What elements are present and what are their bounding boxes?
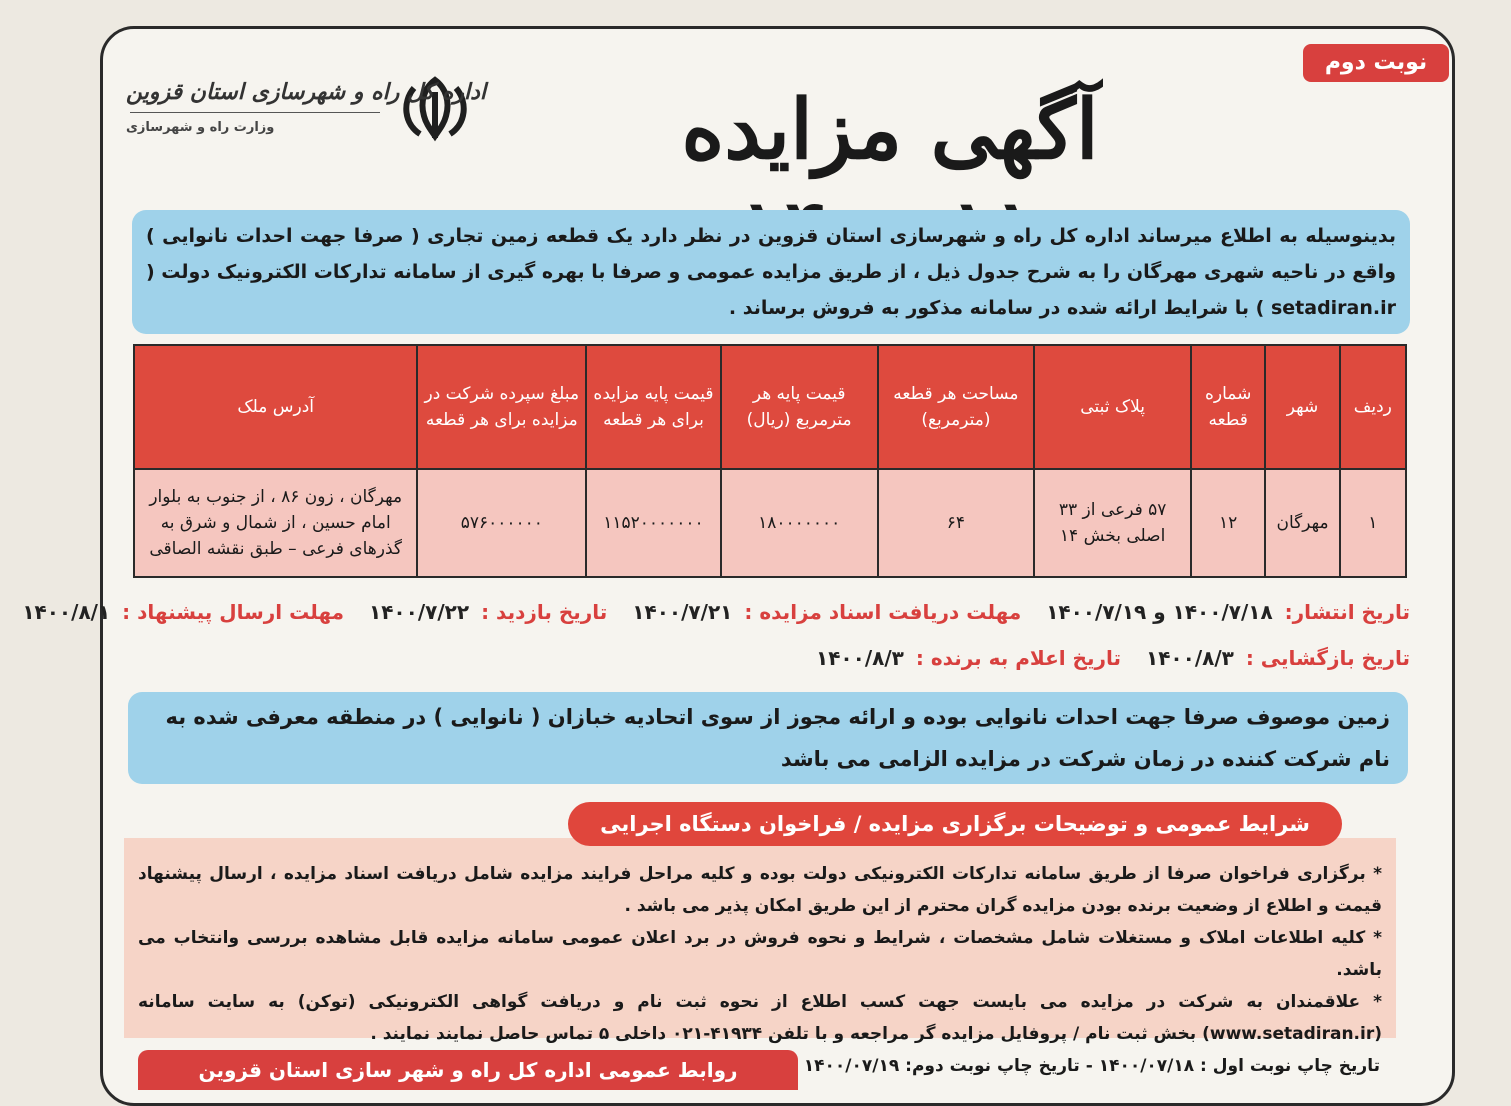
table-header-row [134,345,1406,469]
winner-date-label: تاریخ اعلام به برنده : [915,646,1122,670]
condition-item: * علاقمندان به شرکت در مزایده می بایست جهت کسب اطلاع از نحوه ثبت نام و دریافت گواهی الکترونیکی (توکن) به سایت سامانه (www.setadiran.ir) بخش ثبت نام / پروفایل مزایده گر مراجعه و با تلفن ۴۱۹۳۴-۰۲۱ داخلی ۵ تماس حاصل نمایند نمایند . [138,992,1382,1044]
conditions-box [124,838,1396,1044]
header-registration-plate: پلاک ثبتی [1034,345,1191,469]
bakery-notice: زمین موصوف صرفا جهت احدات نانوایی بوده و ارائه مجوز از سوی اتحادیه خبازان ( نانوایی ) در منطقه معرفی شده به نام شرکت کننده در زمان شرکت در مزایده الزامی می باشد [128,692,1408,784]
winner-date-value: ۱۴۰۰/۸/۳ [816,646,904,670]
dates-line-1 [22,600,1410,624]
table-row [134,469,1406,577]
header-city: شهر [1265,345,1339,469]
publish-date-value: ۱۴۰۰/۷/۱۸ و ۱۴۰۰/۷/۱۹ [1046,600,1273,624]
opening-date-value: ۱۴۰۰/۸/۳ [1145,646,1234,670]
public-relations-banner: روابط عمومی اداره کل راه و شهر سازی استان قزوین [138,1050,798,1090]
org-divider [130,112,380,113]
condition-item: * کلیه اطلاعات املاک و مستغلات شامل مشخصات ، شرایط و نحوه فروش در برد اعلان عمومی سامانه مزایده قابل مشاهده بررسی وانتخاب می باشد. [138,928,1382,980]
condition-item: * برگزاری فراخوان صرفا از طریق سامانه تدارکات الکترونیکی دولت بوده و کلیه مراحل فرایند مزایده شامل دریافت اسناد مزایده ، ارسال پیشنهاد قیمت و اطلاع از وضعیت برنده بودن مزایده گران محترم از این طریق امکان پذیر می باشد . [138,864,1382,916]
header-deposit: مبلغ سپرده شرکت در مزایده برای هر قطعه [417,345,586,469]
org-name: اداره کل راه و شهرسازی استان قزوین [126,80,487,105]
cell-deposit: ۵۷۶۰۰۰۰۰۰ [417,469,586,577]
cell-row-number: ۱ [1340,469,1406,577]
offer-deadline-label: مهلت ارسال پیشنهاد : [122,600,345,624]
round-badge: نوبت دوم [1303,44,1449,82]
visit-date-value: ۱۴۰۰/۷/۲۲ [369,600,470,624]
cell-price-per-sqm: ۱۸۰۰۰۰۰۰۰ [721,469,878,577]
header-area: مساحت هر قطعه (مترمربع) [878,345,1035,469]
cell-lot-number: ۱۲ [1191,469,1265,577]
page-title: آگهی مزایده [681,82,1099,178]
opening-date-label: تاریخ بازگشایی : [1245,646,1410,670]
header-price-per-sqm: قیمت پایه هر مترمربع (ریال) [721,345,878,469]
visit-date-label: تاریخ بازدید : [481,600,608,624]
header-row-number: ردیف [1340,345,1406,469]
ministry-name: وزارت راه و شهرسازی [126,120,275,135]
dates-line-2 [120,646,1410,670]
header-base-price: قیمت پایه مزایده برای هر قطعه [586,345,721,469]
docs-deadline-label: مهلت دریافت اسناد مزایده : [744,600,1022,624]
docs-deadline-value: ۱۴۰۰/۷/۲۱ [632,600,733,624]
header-lot-number: شماره قطعه [1191,345,1265,469]
cell-base-price: ۱۱۵۲۰۰۰۰۰۰۰ [586,469,721,577]
intro-paragraph: بدینوسیله به اطلاع میرساند اداره کل راه و شهرسازی استان قزوین در نظر دارد یک قطعه زمین تجاری ( صرفا جهت احدات نانوایی ) واقع در ناحیه شهری مهرگان را به شرح جدول ذیل ، از طریق مزایده عمومی و صرفا با بهره گیری از سامانه تدارکات الکترونیک دولت ( setadiran.ir ) با شرایط ارائه شده در سامانه مذکور به فروش برساند . [132,210,1410,334]
print-dates: تاریخ چاپ نوبت اول : ۱۴۰۰/۰۷/۱۸ - تاریخ چاپ نوبت دوم: ۱۴۰۰/۰۷/۱۹ [803,1056,1380,1076]
offer-deadline-value: ۱۴۰۰/۸/۱ [22,600,111,624]
publish-date-label: تاریخ انتشار: [1284,600,1410,624]
cell-address: مهرگان ، زون ۸۶ ، از جنوب به بلوار امام حسین ، از شمال و شرق به گذرهای فرعی – طبق نقشه الصاقی [134,469,417,577]
header-address: آدرس ملک [134,345,417,469]
conditions-title: شرایط عمومی و توضیحات برگزاری مزایده / فراخوان دستگاه اجرایی [568,802,1342,846]
cell-city: مهرگان [1265,469,1339,577]
cell-registration-plate: ۵۷ فرعی از ۳۳ اصلی بخش ۱۴ [1034,469,1191,577]
cell-area: ۶۴ [878,469,1035,577]
auction-table [133,344,1407,578]
